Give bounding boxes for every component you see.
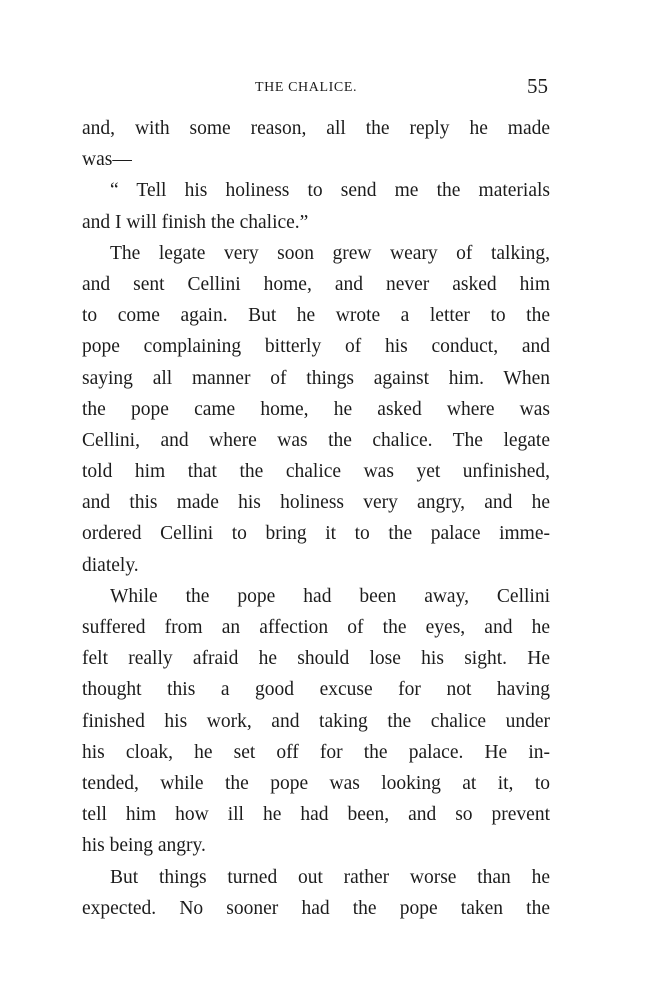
text-line: to come again. But he wrote a letter to the — [82, 305, 550, 327]
text-line: suffered from an affection of the eyes, and he — [82, 617, 550, 638]
text-line: tended, while the pope was looking at it, to — [82, 772, 550, 794]
body-text — [82, 113, 550, 924]
text-line: and, with some reason, all the reply he made — [82, 118, 550, 139]
text-line: the pope came home, he asked where was — [82, 398, 550, 420]
text-line: thought this a good excuse for not having — [82, 679, 550, 701]
text-line: saying all manner of things against him. When — [82, 367, 550, 389]
text-line: tell him how ill he had been, and so prevent — [82, 804, 550, 826]
text-line: “ Tell his holiness to send me the materials — [110, 180, 550, 202]
text-line: told him that the chalice was yet unfinished, — [82, 461, 550, 483]
text-line: Cellini, and where was the chalice. The legate — [82, 429, 550, 451]
text-line: was— — [82, 149, 132, 171]
page-number: 55 — [527, 74, 548, 98]
text-line: and I will finish the chalice.” — [82, 211, 309, 233]
text-line: expected. No sooner had the pope taken the — [82, 897, 550, 919]
text-line: and sent Cellini home, and never asked him — [82, 273, 550, 295]
text-line: his cloak, he set off for the palace. He in- — [82, 741, 550, 763]
text-line: finished his work, and taking the chalice under — [82, 710, 550, 732]
text-line: While the pope had been away, Cellini — [110, 585, 550, 607]
text-line: his being angry. — [82, 835, 206, 857]
page-header — [82, 76, 548, 100]
text-line: ordered Cellini to bring it to the palace imme- — [82, 523, 550, 545]
text-line: diately. — [82, 554, 139, 576]
text-line: felt really afraid he should lose his sight. He — [82, 648, 550, 670]
text-line: But things turned out rather worse than he — [110, 866, 550, 888]
text-line: and this made his holiness very angry, and he — [82, 492, 550, 514]
running-head: THE CHALICE. — [255, 80, 358, 95]
text-line: pope complaining bitterly of his conduct, and — [82, 336, 550, 358]
text-line: The legate very soon grew weary of talking, — [110, 242, 550, 264]
